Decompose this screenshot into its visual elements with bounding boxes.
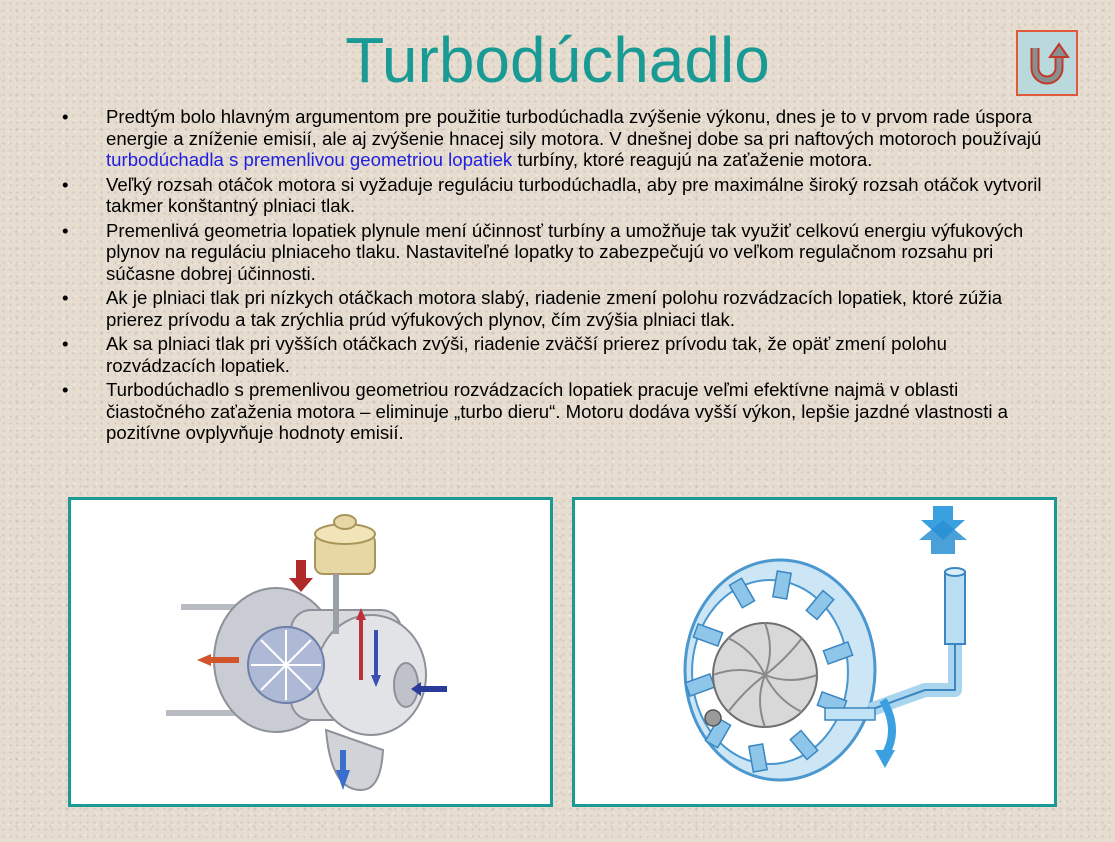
u-turn-back-icon (1022, 38, 1072, 88)
bullet-dot: • (62, 333, 69, 354)
bullet-item (62, 106, 1057, 171)
bullet-dot: • (62, 173, 69, 195)
bullet-item (62, 379, 1057, 444)
compressor-inlet (394, 663, 418, 707)
outlet-pipe (326, 730, 383, 790)
turbocharger-cutaway-image (68, 497, 553, 807)
rotation-arrow-icon (883, 700, 892, 755)
turbine-vanes (251, 630, 321, 700)
actuator-rod (333, 574, 339, 634)
adjusting-lever (870, 640, 955, 710)
bullet-text: Ak sa plniaci tlak pri vyšších otáčkach zvýši, riadenie zväčší prierez prívodu tak, že opäť zmení polohu rozvádzacích lopatiek. (106, 333, 947, 376)
turbocharger-illustration (71, 500, 550, 804)
bullet-text: turbíny, ktoré reagujú na zaťaženie motora. (512, 149, 873, 170)
bullet-dot: • (62, 219, 69, 241)
bullet-item (62, 287, 1057, 330)
flow-arrow-red (289, 560, 313, 592)
bullet-link[interactable]: turbodúchadla s premenlivou geometriou lopatiek (106, 149, 513, 170)
bullet-text: Premenlivá geometria lopatiek plynule mení účinnosť turbíny a umožňuje tak využiť celkovú energiu výfukových plynov na reguláciu plniaceho tlaku. Nastaviteľné lopatky to zabezpečujú vo veľkom regulačnom rozsahu pri súčasne dobrej účinnosti. (106, 219, 1024, 284)
bullet-dot: • (62, 106, 69, 127)
stud (166, 710, 241, 716)
wheel-nut (705, 710, 721, 726)
bullet-list (62, 106, 1057, 447)
vane-ring-illustration (575, 500, 1054, 804)
bullet-text: Veľký rozsah otáčok motora si vyžaduje reguláciu turbodúchadla, aby pre maximálne široký rozsah otáčok vytvoril takmer konštantný plniaci tlak. (106, 173, 1042, 216)
flow-arrow-orange (197, 654, 211, 666)
bullet-text: Predtým bolo hlavným argumentom pre použitie turbodúchadla zvýšenie výkonu, dnes je to v prvom rade úspora energie a zníženie emisií, ale aj zvýšenie hnacej sily motora. V dnešnej dobe sa pri naftových motoroch používajú (106, 106, 1042, 149)
bullet-text: Ak je plniaci tlak pri nízkych otáčkach motora slabý, riadenie zmení polohu rozvádzacích lopatiek, ktoré zúžia prierez prívodu a tak zrýchlia prúd výfukových plynov, čím zvýšia plniaci tlak. (106, 287, 1003, 330)
bullet-item (62, 220, 1057, 285)
double-arrow-up-icon (919, 520, 967, 554)
bullet-dot: • (62, 379, 69, 400)
bullet-text: Turbodúchadlo s premenlivou geometriou rozvádzacích lopatiek pracuje veľmi efektívne najmä v oblasti čiastočného zaťaženia motora – eliminuje „turbo dieru“. Motoru dodáva vyšší výkon, lepšie jazdné vlastnosti a pozitívne ovplyvňuje hodnoty emisií. (106, 379, 1009, 443)
bullet-item (62, 174, 1057, 217)
variable-vane-ring-image (572, 497, 1057, 807)
lever-shaft (825, 708, 875, 720)
back-button[interactable] (1016, 30, 1078, 96)
bullet-item (62, 333, 1057, 376)
actuator-rod (945, 572, 965, 644)
slide-title: Turbodúchadlo (345, 24, 770, 96)
bullet-dot: • (62, 287, 69, 308)
